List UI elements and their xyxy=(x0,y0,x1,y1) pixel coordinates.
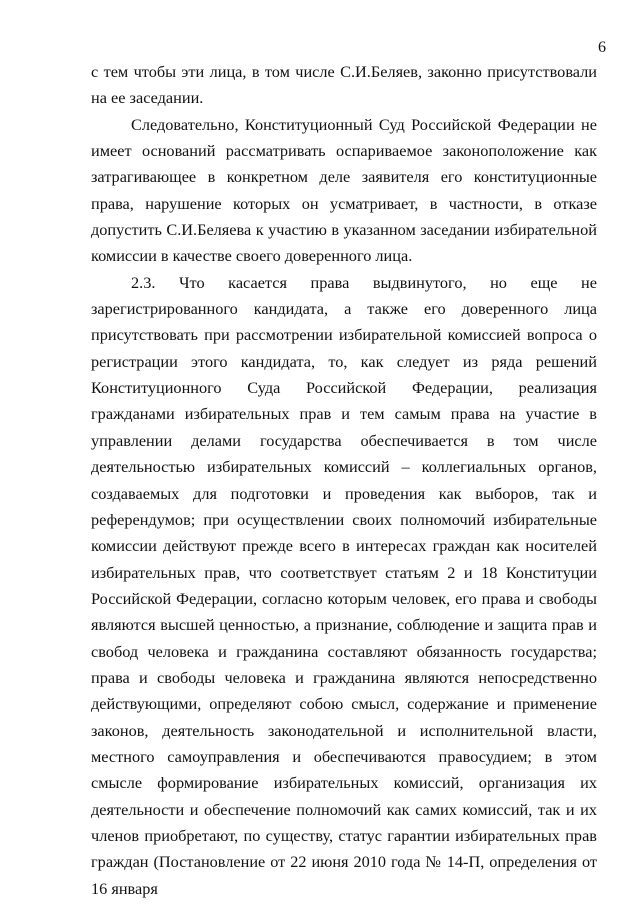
paragraph-conclusion: Следовательно, Конституционный Суд Российской Федерации не имеет оснований рассматривать оспариваемое законоположение как затрагивающее в конкретном деле заявителя его конституционные права, нарушение которых он усматривает, в частности, в отказе допустить С.И.Беляева к участию в указанном заседании избирательной комиссии в качестве своего доверенного лица. xyxy=(91,114,597,266)
page-number: 6 xyxy=(598,39,606,56)
paragraph-continuation: с тем чтобы эти лица, в том числе С.И.Беляев, законно присутствовали на ее заседании. xyxy=(91,62,597,108)
paragraph-section-2-3: 2.3. Что касается права выдвинутого, но еще не зарегистрированного кандидата, а также его доверенного лица присутствовать при рассмотрении избирательной комиссией вопроса о регистрации этого кандидата, то, как следует из ряда решений Конституционного Суда Российской Федерации, реализация гражданами избирательных прав и тем самым права на участие в управлении делами государства обеспечивается в том числе деятельностью избирательных комиссий – коллегиальных органов, создаваемых для подготовки и проведения как выборов, так и референдумов; при осуществлении своих полномочий избирательные комиссии действуют прежде всего в интересах граждан как носителей избирательных прав, что соответствует статьям 2 и 18 Конституции Российской Федерации, согласно которым человек, его права и свободы являются высшей ценностью, а признание, соблюдение и защита прав и свобод человека и гражданина составляют обязанность государства; права и свободы человека и гражданина являются непосредственно действующими, определяют собою смысл, содержание и применение законов, деятельность законодательной и исполнительной власти, местного самоуправления и обеспечиваются правосудием; в этом смысле формирование избирательных комиссий, организация их деятельности и обеспечение полномочий как самих комиссий, так и их членов приобретают, по существу, статус гарантии избирательных прав граждан (Постановление от 22 июня 2010 года № 14-П, определения от 16 января xyxy=(91,272,597,898)
document-body xyxy=(91,59,597,902)
